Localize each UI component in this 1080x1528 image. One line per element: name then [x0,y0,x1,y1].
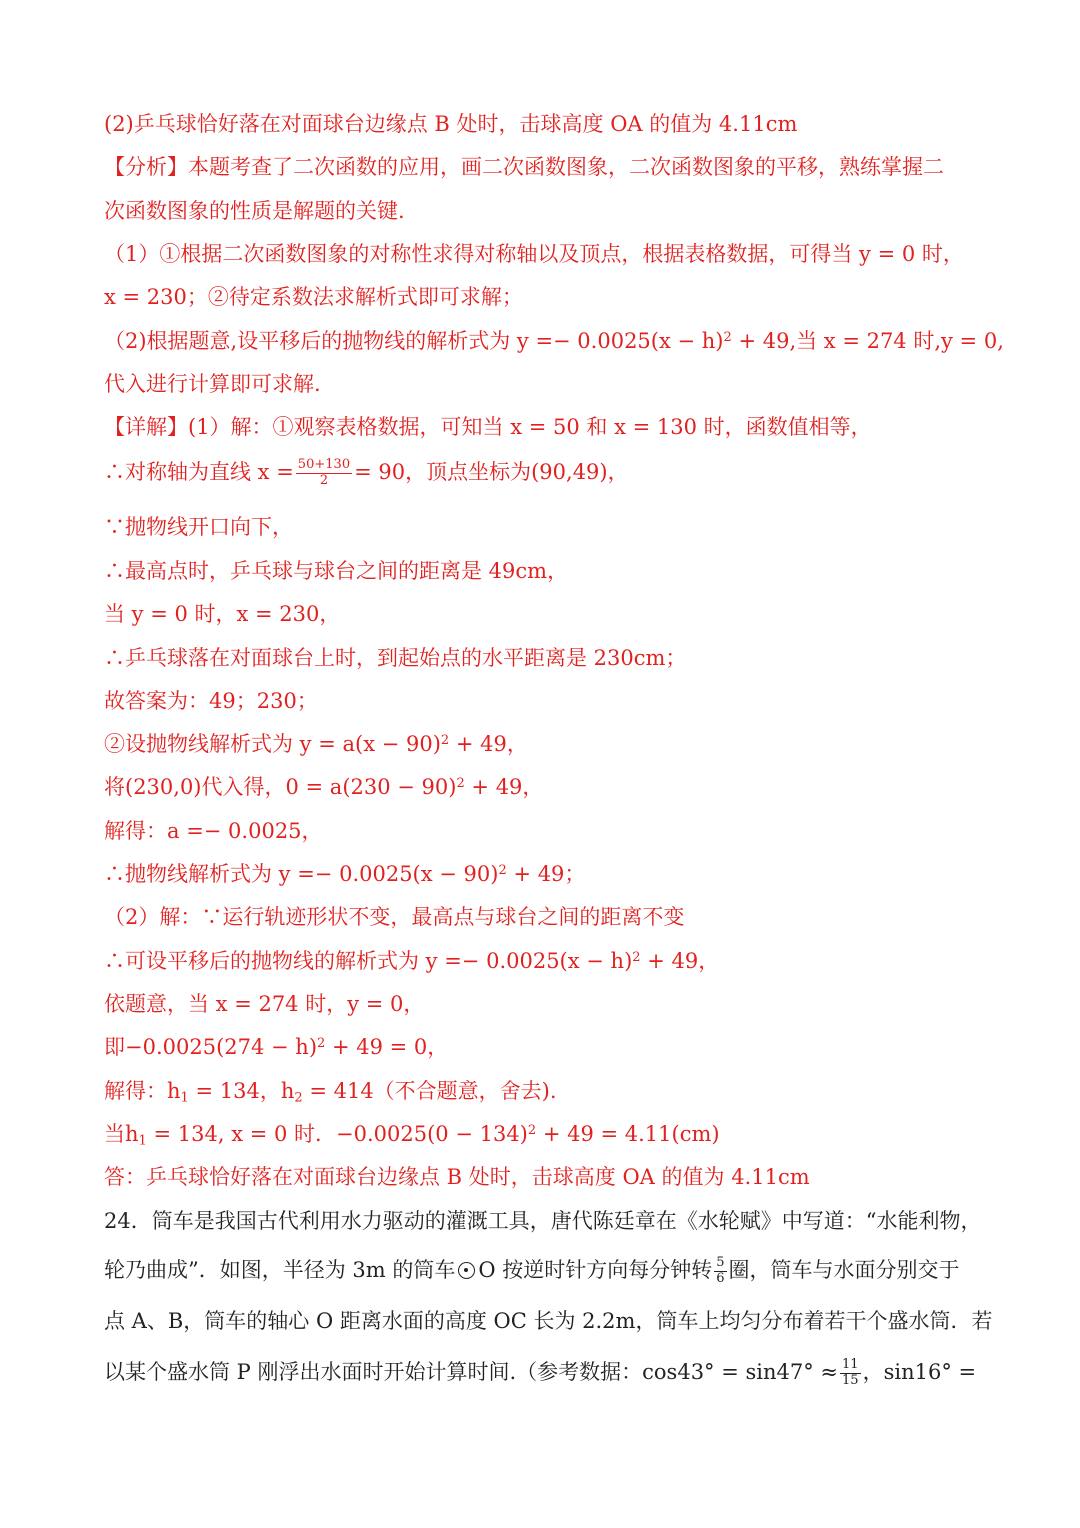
detail-line-14 [104,992,424,1017]
detail-line-2 [104,458,629,489]
detail-line-1 [104,415,872,440]
question-24-line-4 [104,1358,976,1389]
detail-line-7 [104,689,318,714]
exponent: 2 [456,775,465,791]
fraction [296,458,352,489]
circle-dot-icon [458,1262,475,1279]
text: ∴抛物线解析式为 y =− 0.0025(x − 90) [104,862,499,886]
text: ∴对称轴为直线 x = [104,459,294,484]
text: ∴可设平移后的抛物线的解析式为 y =− 0.0025(x − h) [104,949,633,973]
subscript: 1 [180,1090,189,1106]
subscript: 2 [294,1090,303,1106]
text: 【详解】(1）解：①观察表格数据，可知当 x = 50 和 x = 130 时，函数值相等， [104,415,872,439]
text: 即−0.0025(274 − h) [104,1035,318,1059]
detail-line-5 [104,602,340,627]
fraction-numerator: 50+130 [297,457,351,472]
detail-line-17 [104,1122,720,1147]
fraction-numerator: 5 [716,1255,725,1270]
fraction-numerator: 11 [842,1357,859,1372]
fraction-denominator: 2 [319,472,329,488]
text: 当h [104,1122,139,1146]
text: x = 230；②待定系数法求解析式即可求解； [104,285,523,309]
text: O 按逆时针方向每分钟转 [478,1257,713,1282]
text: + 49， [449,732,528,756]
exponent: 2 [440,732,450,748]
text: （2)根据题意,设平移后的抛物线的解析式为 y =− 0.0025(x − h) [104,329,724,353]
text: 答：乒乓球恰好落在对面球台边缘点 B 处时，击球高度 OA 的值为 4.11cm [104,1165,810,1189]
text: 解得：a =− 0.0025， [104,819,323,843]
detail-line-4 [104,559,568,584]
analysis-line-5 [104,329,1004,354]
detail-line-6 [104,646,686,671]
detail-line-16 [104,1079,557,1104]
text: ②设抛物线解析式为 y = a(x − 90) [104,732,441,756]
question-24-line-2 [104,1256,960,1287]
text: (2)乒乓球恰好落在对面球台边缘点 B 处时，击球高度 OA 的值为 4.11cm [104,112,798,136]
question-24-line-1 [104,1209,981,1234]
subscript: 1 [138,1133,147,1149]
text: + 49 = 0， [325,1035,449,1059]
detail-line-11 [104,862,585,887]
text: （1）①根据二次函数图象的对称性求得对称轴以及顶点，根据表格数据，可得当 y = 0 时， [104,242,964,266]
detail-line-13 [104,949,719,974]
analysis-line-3 [104,242,964,267]
analysis-line-6 [104,372,321,397]
fraction [714,1256,726,1287]
fraction [840,1358,861,1389]
text: 故答案为：49；230； [104,689,318,713]
text: 点 A、B，筒车的轴心 O 距离水面的高度 OC 长为 2.2m，筒车上均匀分布着若干个盛水筒．若 [104,1309,993,1333]
text: 次函数图象的性质是解题的关键. [104,199,405,223]
answer-line-part2 [104,112,797,137]
text: + 49 = 4.11(cm) [536,1122,720,1146]
text: 代入进行计算即可求解. [104,372,321,396]
detail-line-12 [104,905,684,930]
text: = 414（不合题意，舍去). [302,1079,557,1103]
exponent: 2 [632,949,641,965]
text: 24．筒车是我国古代利用水力驱动的灌溉工具，唐代陈廷章在《水轮赋》中写道：“水能利物， [104,1209,982,1233]
exponent: 2 [723,329,732,345]
fraction-denominator: 6 [716,1270,725,1286]
text: 【分析】本题考查了二次函数的应用，画二次函数图象，二次函数图象的平移，熟练掌握二 [104,155,944,179]
text: ∴最高点时，乒乓球与球台之间的距离是 49cm， [104,559,569,583]
text: + 49， [464,775,544,799]
text: ∴乒乓球落在对面球台上时，到起始点的水平距离是 230cm； [104,646,687,670]
detail-line-9 [104,775,543,800]
detail-line-10 [104,819,323,844]
text: 轮乃曲成”．如图，半径为 3m 的筒车 [104,1257,456,1282]
text: ，sin16° = [862,1359,977,1384]
text: = 90，顶点坐标为(90,49)， [354,459,629,484]
detail-line-18 [104,1165,810,1190]
text: + 49， [640,949,720,973]
detail-line-8 [104,732,528,757]
analysis-line-1 [104,155,944,180]
text: 当 y = 0 时，x = 230， [104,602,341,626]
text: = 134, x = 0 时．−0.0025(0 − 134) [146,1122,528,1146]
detail-line-15 [104,1035,448,1060]
text: 依题意，当 x = 274 时，y = 0， [104,992,425,1016]
text: 圈，筒车与水面分别交于 [728,1257,960,1282]
text: = 134，h [188,1079,295,1103]
text: （2）解：∵运行轨迹形状不变，最高点与球台之间的距离不变 [104,905,685,929]
question-24-line-3 [104,1309,992,1334]
exponent: 2 [317,1035,326,1051]
analysis-line-4 [104,285,523,310]
fraction-denominator: 15 [842,1372,859,1388]
text: 以某个盛水筒 P 刚浮出水面时开始计算时间.（参考数据：cos43° = sin47° ≈ [104,1359,839,1384]
text: + 49,当 x = 274 时,y = 0, [731,329,1004,353]
detail-line-3 [104,515,293,540]
analysis-line-2 [104,199,405,224]
exponent: 2 [498,862,507,878]
exponent: 2 [527,1122,537,1138]
text: ∵抛物线开口向下， [104,515,293,539]
text: + 49； [506,862,586,886]
text: 解得：h [104,1079,181,1103]
text: 将(230,0)代入得，0 = a(230 − 90) [104,775,457,799]
